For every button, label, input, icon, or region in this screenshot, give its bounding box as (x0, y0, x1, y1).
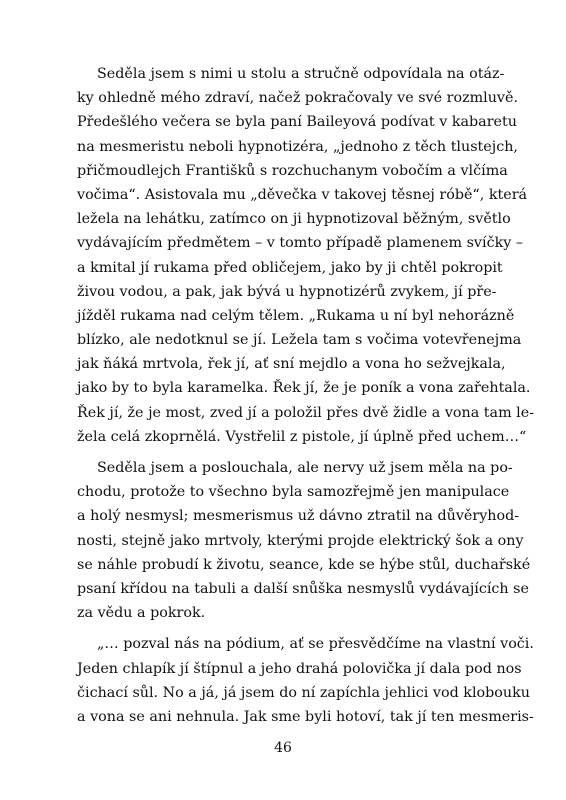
text-line: Seděla jsem s nimi u stolu a stručně odpovídala na otáz- (97, 66, 505, 82)
text-line: Jeden chlapík jí štípnul a jeho drahá polovička jí dala pod nos (77, 660, 522, 677)
paragraph (77, 456, 531, 625)
text-line: jížděl rukama nad celým tělem. „Rukama u ní byl nehorázně (77, 307, 515, 324)
text-line: vočima“. Asistovala mu „děvečka v takovej těsnej róbě“, která (77, 186, 528, 203)
text-line: „… pozval nás na pódium, ať se přesvědčíme na vlastní voči. (97, 636, 534, 653)
text-line: přičmoudlejch Františků s rozchuchanym vobočím a vlčíma (77, 162, 508, 179)
text-line: nosti, stejně jako mrtvoly, kterými projde elektrický šok a ony (77, 532, 524, 549)
text-line: a holý nesmysl; mesmerismus už dávno ztratil na důvěryhod- (77, 508, 520, 525)
text-line: ležela na lehátku, zatímco on ji hypnotizoval běžným, světlo (77, 211, 511, 228)
paragraph (77, 632, 534, 729)
paragraph-gap (77, 449, 490, 456)
text-line: chodu, protože to všechno byla samozřejmě jen manipulace (77, 484, 510, 501)
text-line: za vědu a pokrok. (77, 605, 206, 622)
page-number: 46 (274, 740, 292, 756)
text-line: na mesmeristu neboli hypnotizéra, „jednoho z těch tlustejch, (77, 138, 518, 155)
text-line: Předešlého večera se byla paní Baileyová podívat v kabaretu (77, 114, 517, 131)
text-line: žela celá zkoprnělá. Vystřelil z pistole, jí úplně před uchem…“ (77, 428, 527, 445)
text-line: živou vodou, a pak, jak bývá u hypnotizérů zvykem, jí pře- (77, 283, 497, 300)
text-line: jak ňáká mrtvola, řek jí, ať sní mejdlo a vona ho sežvejkala, (77, 356, 506, 373)
text-line: se náhle probudí k životu, seance, kde se hýbe stůl, duchařské (77, 556, 531, 573)
text-line: a kmital jí rukama před obličejem, jako by ji chtěl pokropit (77, 259, 503, 276)
text-line: vydávajícím předmětem – v tomto případě plamenem svíčky – (77, 235, 524, 252)
text-line: Řek jí, že je most, zved jí a položil přes dvě židle a vona tam le- (77, 404, 535, 421)
text-line: čichací sůl. No a já, já jsem do ní zapíchla jehlici vod klobouku (77, 684, 530, 701)
text-line: blízko, ale nedotknul se jí. Ležela tam s vočima votevřenejma (77, 332, 522, 349)
paragraph-gap (77, 625, 490, 632)
paragraph (77, 62, 535, 449)
text-line: psaní křídou na tabuli a další snůška nesmyslů vydávajících se (77, 580, 529, 597)
text-line: Seděla jsem a poslouchala, ale nervy už jsem měla na po- (97, 460, 513, 476)
text-line: jako by to byla karamelka. Řek jí, že je poník a vona zařehtala. (77, 380, 531, 397)
text-line: ky ohledně mého zdraví, načež pokračovaly ve své rozmluvě. (77, 90, 519, 107)
body-text (77, 62, 535, 729)
text-line: a vona se ani nehnula. Jak sme byli hotoví, tak jí ten mesmeris- (77, 708, 534, 725)
